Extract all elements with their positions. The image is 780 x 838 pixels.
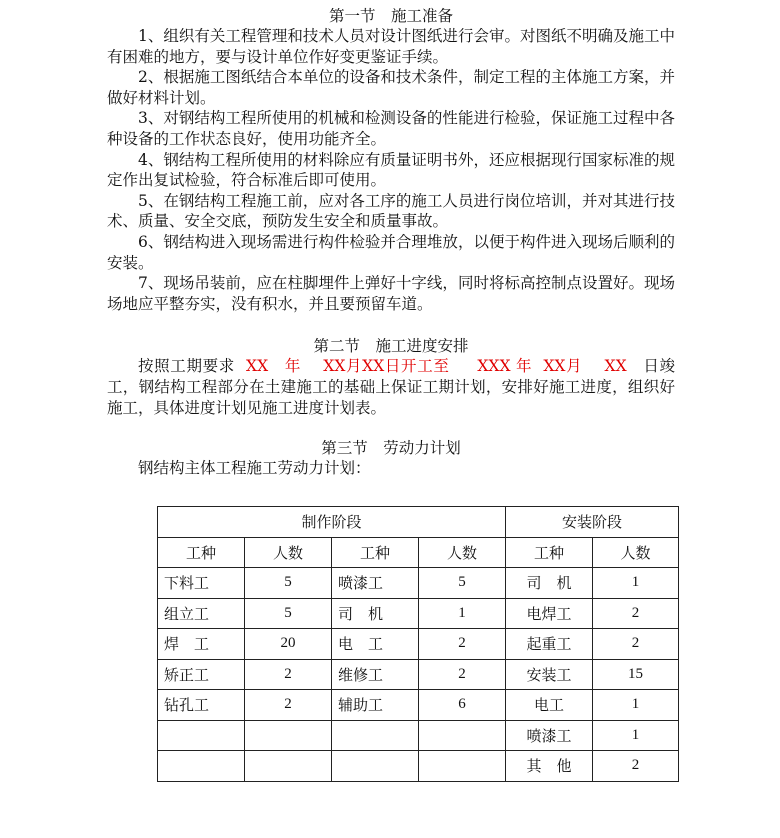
cell-install-count: 1 (593, 720, 679, 751)
section-2-paragraph (107, 356, 675, 418)
cell-install-count: 1 (593, 690, 679, 721)
section-1-item-2: 2、根据施工图纸结合本单位的设备和技术条件，制定工程的主体施工方案，并做好材料计划。 (107, 68, 675, 107)
schedule-placeholder-dates: XX 年 XX月XX日开工至 XXX 年 XX月 XX (234, 357, 638, 376)
table-column-header-row (158, 537, 679, 568)
column-header-count: 人数 (245, 537, 332, 568)
cell-install-count: 2 (593, 629, 679, 660)
table-row (158, 629, 679, 660)
cell-fab-trade: 下料工 (158, 568, 245, 599)
cell-install-trade: 其 他 (506, 751, 593, 782)
table-row (158, 659, 679, 690)
section-1-item-5: 5、在钢结构工程施工前，应对各工序的施工人员进行岗位培训，并对其进行技术、质量、安全交底，预防发生安全和质量事故。 (107, 191, 675, 231)
cell-install-trade: 电焊工 (506, 598, 593, 629)
document-body (107, 6, 675, 478)
cell-fab-count-2: 5 (419, 568, 506, 599)
column-header-trade: 工种 (332, 537, 419, 568)
cell-fab-trade-2: 电 工 (332, 629, 419, 660)
table-row (158, 690, 679, 721)
section-1-item-6: 6、钢结构进入现场需进行构件检验并合理堆放，以便于构件进入现场后顺利的安装。 (107, 232, 675, 272)
schedule-tail-text: 日竣工，钢结构工程部分在土建施工的基础上保证工期计划，安排好施工进度，组织好施工，具体进度计划见施工进度计划表。 (107, 357, 675, 417)
cell-fab-count-2: 2 (419, 629, 506, 660)
cell-fab-count: 2 (245, 659, 332, 690)
section-1-item-7: 7、现场吊装前，应在柱脚埋件上弹好十字线，同时将标高控制点设置好。现场场地应平整夯实，没有积水，并且要预留车道。 (107, 274, 675, 313)
stage-installation-header: 安装阶段 (506, 507, 679, 538)
cell-fab-count (245, 751, 332, 782)
cell-install-count: 2 (593, 751, 679, 782)
column-header-count: 人数 (593, 537, 679, 568)
section-3-intro: 钢结构主体工程施工劳动力计划： (138, 459, 371, 478)
cell-fab-trade-2: 维修工 (332, 659, 419, 690)
cell-install-trade: 司 机 (506, 568, 593, 599)
cell-fab-trade: 组立工 (158, 598, 245, 629)
section-2-title: 第二节 施工进度安排 (313, 337, 469, 356)
cell-fab-count-2 (419, 751, 506, 782)
cell-install-trade: 喷漆工 (506, 720, 593, 751)
cell-fab-trade (158, 720, 245, 751)
cell-fab-count-2: 1 (419, 598, 506, 629)
cell-fab-count: 2 (245, 690, 332, 721)
cell-fab-count: 20 (245, 629, 332, 660)
cell-install-count: 1 (593, 568, 679, 599)
section-1-item-1: 1、组织有关工程管理和技术人员对设计图纸进行会审。对图纸不明确及施工中有困难的地方，要与设计单位作好变更鉴证手续。 (107, 27, 675, 66)
cell-install-trade: 起重工 (506, 629, 593, 660)
cell-fab-count-2: 2 (419, 659, 506, 690)
labor-plan-table (157, 506, 679, 782)
cell-fab-trade-2: 辅助工 (332, 690, 419, 721)
cell-fab-count: 5 (245, 568, 332, 599)
section-1-title: 第一节 施工准备 (328, 7, 453, 25)
stage-fabrication-header: 制作阶段 (158, 507, 506, 538)
cell-install-trade: 电工 (506, 690, 593, 721)
schedule-lead-text: 按照工期要求 (138, 357, 235, 376)
cell-fab-trade: 钻孔工 (158, 690, 245, 721)
column-header-count: 人数 (419, 537, 506, 568)
column-header-trade: 工种 (158, 537, 245, 568)
cell-fab-trade-2 (332, 720, 419, 751)
cell-install-trade: 安装工 (506, 659, 593, 690)
cell-fab-trade-2: 司 机 (332, 598, 419, 629)
cell-fab-trade-2 (332, 751, 419, 782)
table-row (158, 598, 679, 629)
cell-fab-count (245, 720, 332, 751)
cell-install-count: 2 (593, 598, 679, 629)
table-row (158, 751, 679, 782)
cell-fab-trade: 焊 工 (158, 629, 245, 660)
cell-fab-trade (158, 751, 245, 782)
cell-fab-count-2: 6 (419, 690, 506, 721)
table-row (158, 720, 679, 751)
table-row (158, 568, 679, 599)
table-stage-header-row (158, 507, 679, 538)
cell-install-count: 15 (593, 659, 679, 690)
section-1-item-4: 4、钢结构工程所使用的材料除应有质量证明书外，还应根据现行国家标准的规定作出复试检验，符合标准后即可使用。 (107, 150, 675, 190)
cell-fab-count: 5 (245, 598, 332, 629)
cell-fab-count-2 (419, 720, 506, 751)
cell-fab-trade-2: 喷漆工 (332, 568, 419, 599)
cell-fab-trade: 矫正工 (158, 659, 245, 690)
section-1-item-3: 3、对钢结构工程所使用的机械和检测设备的性能进行检验，保证施工过程中各种设备的工作状态良好，使用功能齐全。 (107, 109, 675, 148)
column-header-trade: 工种 (506, 537, 593, 568)
section-3-title: 第三节 劳动力计划 (321, 439, 461, 458)
